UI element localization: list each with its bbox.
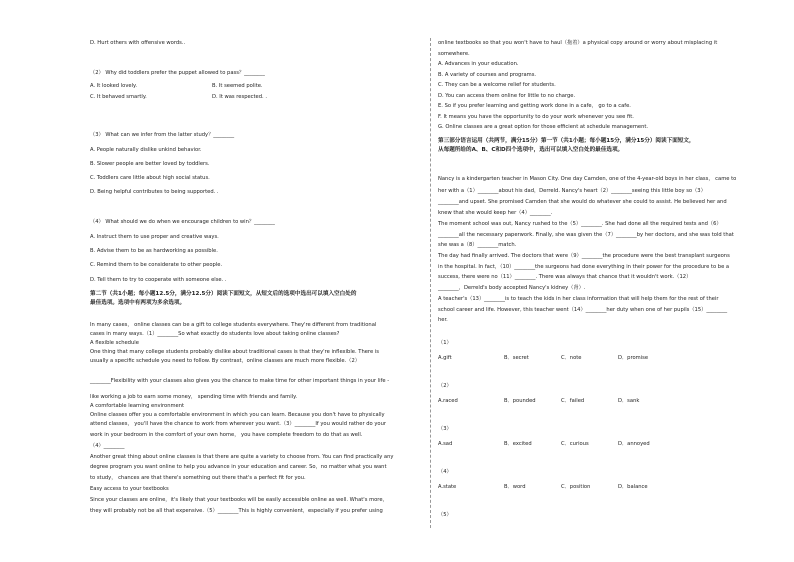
q2-option-a: A. It looked lovely. [90, 83, 138, 89]
passage-line: ________Flexibility with your classes also gives you the chance to make time for other important things in your life - [90, 378, 390, 384]
cloze-line: The moment school was out, Nancy rushed to the（5）________. She had done all the required tests and（6） [438, 221, 722, 227]
choice-c: C．curious [561, 441, 589, 447]
choice-b: B．word [504, 484, 526, 490]
passage-end-line: somewhere. [438, 51, 470, 57]
choice-c: C．note [561, 355, 582, 361]
passage-line: cases in many ways.（1）________So what exactly do students love about taking online classes? [90, 331, 340, 337]
cloze-line: Nancy is a kindergarten teacher in Mason City. One day Camden, one of the 4-year-old boys in her class， came to [438, 176, 737, 182]
cloze-line: ________all the necessary paperwork. Finally, she was given the（7）________by her doctors, and she was told that [438, 232, 734, 238]
option-e: E. So if you prefer learning and getting work done in a cafe， go to a cafe. [438, 103, 631, 109]
q3-option-c: C. Toddlers care little about high social status. [90, 175, 210, 181]
section3-heading-line: 第三部分语言运用（共两节，满分15分）第一节（共1小题；每小题15分，满分15分）阅读下面短文， [438, 138, 695, 144]
q3-option-d: D. Being helpful contributes to being supported. . [90, 189, 219, 195]
choice-d: D．balance [618, 484, 648, 490]
column-divider [430, 38, 431, 528]
passage-line: In many cases， online classes can be a gift to college students everywhere. They're different from traditional [90, 322, 377, 328]
q2-stem: （2） Why did toddlers prefer the puppet allowed to pass？________ [90, 70, 265, 76]
option-d: D. You can access them online for little to no charge. [438, 93, 576, 99]
choice-number: （3） [438, 426, 452, 432]
option-g: G. Online classes are a great option for those efficient at schedule management. [438, 124, 649, 130]
q4-option-d: D. Tell them to try to cooperate with someone else. . [90, 277, 227, 283]
passage-line: A flexible schedule [90, 340, 139, 346]
option-f: F. It means you have the opportunity to do your work whenever you see fit. [438, 114, 634, 120]
choice-number: （2） [438, 383, 452, 389]
cloze-line: school career and life. However, this teacher went（14）________her duty when one of her pupils（15）________ [438, 307, 728, 313]
option-a: A. Advances in your education. [438, 61, 519, 67]
choice-c: C．position [561, 484, 591, 490]
q3-option-b: B. Slower people are better loved by toddlers. [90, 161, 210, 167]
option-b: B. A variety of courses and programs. [438, 72, 537, 78]
passage-line: Online classes offer you a comfortable environment in which you can learn. Because you don't have to physically [90, 412, 385, 418]
choice-number: （4） [438, 469, 452, 475]
q3-stem: （3） What can we infer from the latter study？________ [90, 132, 235, 138]
cloze-line: she was a（8）________match. [438, 242, 517, 248]
passage-line: Since your classes are online，it's likely that your textbooks will be easily accessible online as well. What's more， [90, 497, 388, 503]
q4-option-c: C. Remind them to be considerate to other people. [90, 262, 223, 268]
cloze-line: success, there were no（11）________. There was always that chance that it wouldn't work.（12） [438, 274, 692, 280]
passage-line: One thing that many college students probably dislike about traditional cases is that they're inflexible. There is [90, 349, 379, 355]
cloze-line: The day had finally arrived. The doctors that were（9）________the procedure were the best transplant surgeons [438, 253, 730, 259]
cloze-line: knew that she would keep her（4）________. [438, 210, 553, 216]
passage-end-line: online textbooks so that you won't have to haul（拖着）a physical copy around or worry about misplacing it [438, 40, 718, 46]
cloze-line: ________and upset. She promised Camden that she would do whatever she could to assist. He believed her and [438, 199, 727, 205]
option-c: C. They can be a welcome relief for students. [438, 82, 556, 88]
q2-option-b: B. It seemed polite. [212, 83, 263, 89]
cloze-line: ________，Derreld's body accepted Nancy's kidney（肾）. [438, 285, 586, 291]
choice-b: B．excited [504, 441, 532, 447]
choice-a: A.sad [438, 441, 453, 447]
choice-d: D．sank [618, 398, 640, 404]
cloze-line: her with a（1）________about his dad，Derreld. Nancy's heart（2）________seeing this little boy so（3） [438, 188, 706, 194]
section2-heading-line: 第二节（共1小题；每小题12.5分，满分12.5分）阅读下面短文，从短文后的选项中选出可以填入空白处的 [90, 291, 357, 297]
choice-number: （5） [438, 512, 452, 518]
choice-d: D．promise [618, 355, 649, 361]
passage-line: like working a job to earn some money， spending time with friends and family. [90, 394, 298, 400]
passage-line: Another great thing about online classes is that there are quite a variety to choose from. You can find practically any [90, 454, 394, 460]
section2-heading-line: 最佳选项。选项中有两项为多余选项。 [90, 300, 186, 306]
q1-option-d: D. Hurt others with offensive words.. [90, 40, 186, 46]
choice-a: A.gift [438, 355, 452, 361]
passage-line: they will probably not be all that expensive.（5）________This is highly convenient，especially if you prefer using [90, 508, 383, 514]
choice-number: （1） [438, 340, 452, 346]
cloze-line: A teacher's（13）________is to teach the kids in her class information that will help them for the rest of their [438, 296, 719, 302]
passage-line: attend classes， you'll have the chance to work from wherever you want.（3）________If you would rather do your [90, 421, 387, 427]
q2-option-d: D. It was respected. . [212, 94, 267, 100]
passage-line: usually a specific schedule you need to follow. By contrast，online classes are much more flexible.（2） [90, 358, 360, 364]
choice-c: C．failed [561, 398, 585, 404]
choice-b: B．secret [504, 355, 529, 361]
choice-d: D．annoyed [618, 441, 650, 447]
choice-a: A.raced [438, 398, 458, 404]
passage-line: degree program you want online to help you advance in your education and career. So，no matter what you want [90, 464, 387, 470]
section3-heading-line: 从每题所给的A、B、C和D四个选项中，选出可以填入空白处的最佳选项。 [438, 147, 624, 153]
q4-stem: （4） What should we do when we encourage children to win？________ [90, 219, 275, 225]
q4-option-a: A. Instruct them to use proper and creative ways. [90, 234, 219, 240]
passage-line: to study， chances are that there's something out there that's a perfect fit for you. [90, 475, 306, 481]
passage-line: （4）________ [90, 443, 125, 449]
passage-line: A comfortable learning environment [90, 403, 185, 409]
cloze-line: in the hospital. In fact，（10）________the surgeons had done everything in their power for the procedure to be a [438, 264, 730, 270]
passage-line: work in your bedroom in the comfort of your own home， you have complete freedom to do that as well. [90, 432, 363, 438]
choice-b: B．pounded [504, 398, 536, 404]
q4-option-b: B. Advise them to be as hardworking as possible. [90, 248, 218, 254]
q2-option-c: C. It behaved smartly. [90, 94, 147, 100]
cloze-line: her. [438, 317, 448, 323]
q3-option-a: A. People naturally dislike unkind behavior. [90, 147, 202, 153]
passage-line: Easy access to your textbooks [90, 486, 169, 492]
choice-a: A.state [438, 484, 457, 490]
